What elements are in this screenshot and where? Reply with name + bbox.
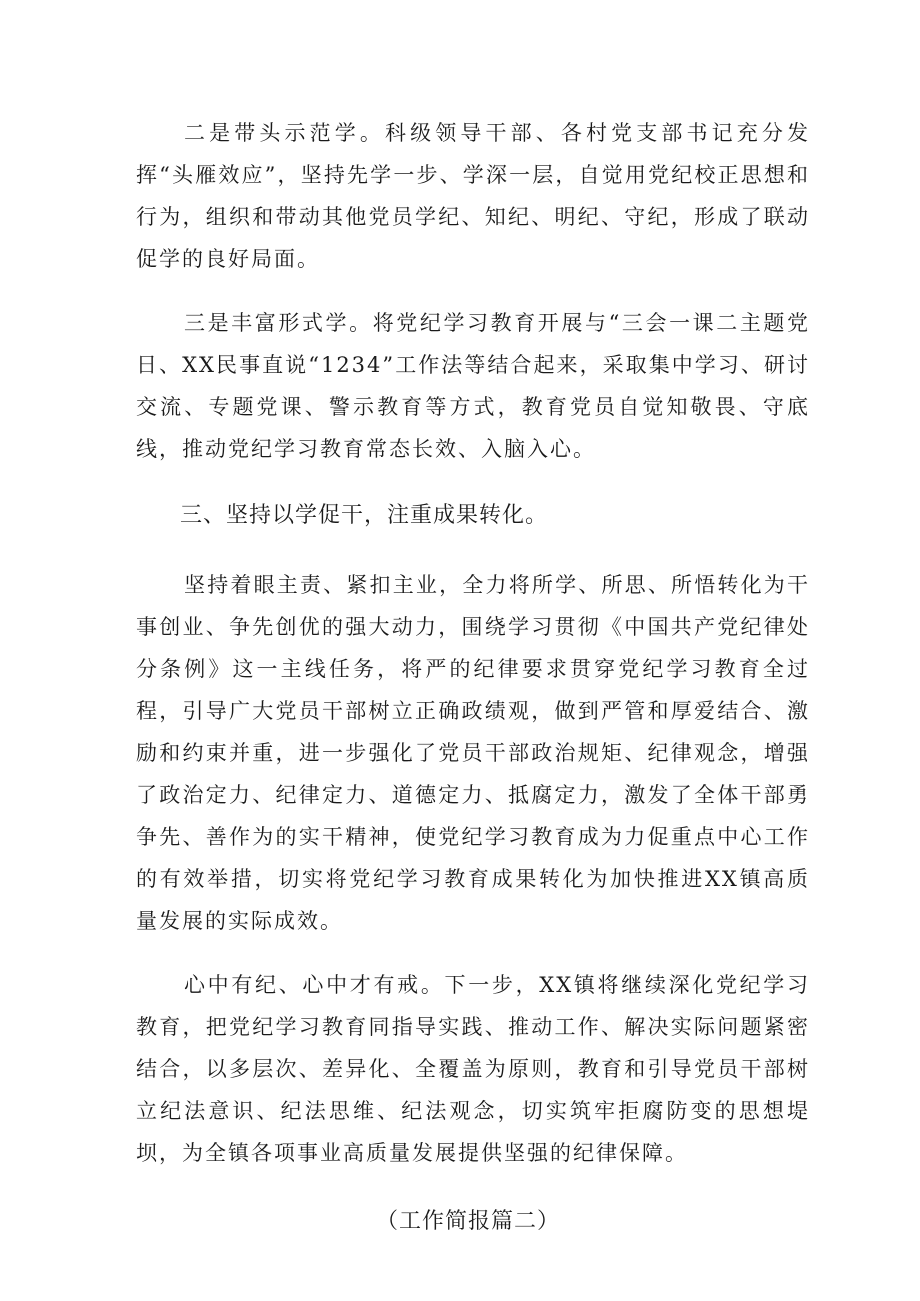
paragraph-rich-forms: 三是丰富形式学。将党纪学习教育开展与“三会一课二主题党日、XX民事直说“1234”工作法等结合起来，采取集中学习、研讨交流、专题党课、警示教育等方式，教育党员自觉知敬畏、守底线，推动党纪学习教育常态长效、入脑入心。 <box>136 311 810 461</box>
subtitle-briefing-part-two: （工作简报篇二） <box>375 1209 560 1234</box>
paragraph-achievement-transformation: 坚持着眼主责、紧扣主业，全力将所学、所思、所悟转化为干事创业、争先创优的强大动力，围绕学习贯彻《中国共产党纪律处分条例》这一主线任务，将严的纪律要求贯穿党纪学习教育全过程，引导广大党员干部树立正确政绩观，做到严管和厚爱结合、激励和约束并重，进一步强化了党员干部政治规矩、纪律观念，增强了政治定力、纪律定力、道德定力、抵腐定力，激发了全体干部勇争先、善作为的实干精神，使党纪学习教育成为力促重点中心工作的有效举措，切实将党纪学习教育成果转化为加快推进XX镇高质量发展的实际成效。 <box>136 573 810 933</box>
paragraph-lead-by-example: 二是带头示范学。科级领导干部、各村党支部书记充分发挥“头雁效应”，坚持先学一步、学深一层，自觉用党纪校正思想和行为，组织和带动其他党员学纪、知纪、明纪、守纪，形成了联动促学的良好局面。 <box>136 121 810 271</box>
section-heading: 三、坚持以学促干，注重成果转化。 <box>180 503 549 528</box>
paragraph-next-steps: 心中有纪、心中才有戒。下一步，XX镇将继续深化党纪学习教育，把党纪学习教育同指导实践、推动工作、解决实际问题紧密结合，以多层次、差异化、全覆盖为原则，教育和引导党员干部树立纪法意识、纪法思维、纪法观念，切实筑牢拒腐防变的思想堤坝，为全镇各项事业高质量发展提供坚强的纪律保障。 <box>136 973 810 1165</box>
